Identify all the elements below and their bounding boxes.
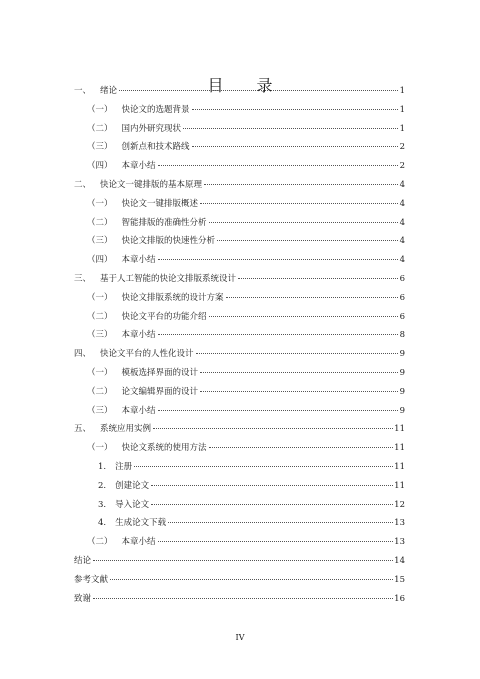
toc-entry[interactable] xyxy=(74,120,405,139)
toc-entry-text: 致谢 xyxy=(74,593,92,604)
toc-entry-label xyxy=(87,232,215,251)
toc-entry-number: 2. xyxy=(98,480,107,491)
toc-entry-label xyxy=(98,477,149,496)
toc-entry-number: （三） xyxy=(87,236,113,247)
toc-entry-page: 6 xyxy=(399,273,405,284)
table-of-contents xyxy=(74,82,405,608)
dot-leader xyxy=(192,108,398,110)
toc-entry-number: （一） xyxy=(87,104,113,115)
toc-entry-text: 基于人工智能的快论文排版系统设计 xyxy=(100,273,237,284)
toc-entry[interactable] xyxy=(74,458,405,477)
dot-leader xyxy=(93,559,393,561)
toc-entry-page: 16 xyxy=(394,593,405,604)
toc-entry-page: 9 xyxy=(399,367,405,378)
toc-entry-text: 本章小结 xyxy=(121,537,156,548)
toc-entry-label xyxy=(74,176,202,195)
page-title: 目 录 xyxy=(207,75,287,95)
toc-entry-number: （二） xyxy=(87,311,113,322)
dot-leader xyxy=(204,183,398,185)
toc-entry-number: 五、 xyxy=(74,424,92,435)
toc-entry-number: （四） xyxy=(87,255,113,266)
dot-leader xyxy=(110,578,393,580)
toc-entry-text: 本章小结 xyxy=(121,161,156,172)
toc-entry[interactable] xyxy=(74,82,405,101)
toc-entry-page: 1 xyxy=(399,123,405,134)
toc-entry-number: 4. xyxy=(98,518,107,529)
toc-entry[interactable] xyxy=(74,571,405,590)
toc-entry-number: 四、 xyxy=(74,349,92,360)
toc-entry-page: 1 xyxy=(399,86,405,96)
toc-entry-label xyxy=(98,496,149,515)
toc-entry-label xyxy=(87,289,224,308)
dot-leader xyxy=(192,145,398,147)
toc-entry-page: 15 xyxy=(394,574,405,585)
toc-entry-text: 注册 xyxy=(115,461,133,472)
toc-entry-number: （二） xyxy=(87,217,113,228)
toc-entry-number: （三） xyxy=(87,330,113,341)
dot-leader xyxy=(158,164,398,166)
toc-entry-number: （一） xyxy=(87,367,113,378)
toc-entry[interactable] xyxy=(74,138,405,157)
dot-leader xyxy=(134,465,393,467)
toc-entry[interactable] xyxy=(74,383,405,402)
toc-entry[interactable] xyxy=(74,477,405,496)
toc-entry[interactable] xyxy=(74,514,405,533)
toc-entry-label xyxy=(87,533,156,552)
toc-entry-text: 导入论文 xyxy=(115,499,150,510)
toc-entry-page: 11 xyxy=(394,443,405,454)
toc-entry-label xyxy=(98,514,166,533)
toc-entry-number: 三、 xyxy=(74,273,92,284)
toc-entry-number: （一） xyxy=(87,292,113,303)
toc-entry-number: 1. xyxy=(98,461,107,472)
dot-leader xyxy=(158,258,398,260)
toc-entry-text: 快论文的选题背景 xyxy=(121,104,190,115)
dot-leader xyxy=(200,371,398,373)
dot-leader xyxy=(158,333,398,335)
toc-entry-number: 二、 xyxy=(74,179,92,190)
toc-entry-number: （四） xyxy=(87,161,113,172)
toc-entry-page: 14 xyxy=(394,555,405,566)
toc-entry-page: 9 xyxy=(399,405,405,416)
toc-entry-number: （二） xyxy=(87,537,113,548)
toc-entry-label xyxy=(87,402,156,421)
dot-leader xyxy=(151,503,393,505)
toc-entry-number: （二） xyxy=(87,386,113,397)
toc-entry[interactable] xyxy=(74,270,405,289)
toc-entry-label xyxy=(74,82,117,101)
toc-entry-label xyxy=(87,101,190,120)
toc-entry-label xyxy=(87,195,198,214)
toc-entry-text: 绪论 xyxy=(100,86,118,96)
dot-leader xyxy=(151,484,393,486)
dot-leader xyxy=(168,521,393,523)
toc-entry-text: 本章小结 xyxy=(121,405,156,416)
toc-entry[interactable] xyxy=(74,251,405,270)
toc-entry[interactable] xyxy=(74,533,405,552)
toc-entry-text: 快论文排版系统的设计方案 xyxy=(121,292,224,303)
toc-entry-page: 4 xyxy=(399,179,405,190)
toc-entry-page: 8 xyxy=(399,330,405,341)
toc-entry-text: 快论文平台的人性化设计 xyxy=(100,349,194,360)
dot-leader xyxy=(209,446,394,448)
toc-entry-page: 2 xyxy=(399,161,405,172)
toc-entry-label xyxy=(87,138,190,157)
toc-entry-page: 6 xyxy=(399,311,405,322)
toc-entry[interactable] xyxy=(74,308,405,327)
dot-leader xyxy=(226,296,398,298)
toc-entry-label xyxy=(87,120,181,139)
toc-entry-page: 6 xyxy=(399,292,405,303)
dot-leader xyxy=(200,202,398,204)
toc-entry[interactable] xyxy=(74,439,405,458)
toc-entry[interactable] xyxy=(74,402,405,421)
toc-entry[interactable] xyxy=(74,364,405,383)
toc-entry-page: 13 xyxy=(394,518,405,529)
toc-entry-label xyxy=(87,251,156,270)
toc-entry-number: 一、 xyxy=(74,86,92,96)
toc-entry[interactable] xyxy=(74,195,405,214)
toc-entry-label xyxy=(87,364,198,383)
toc-entry[interactable] xyxy=(74,326,405,345)
dot-leader xyxy=(238,277,398,279)
toc-entry-page: 11 xyxy=(394,424,405,435)
toc-entry-number: （一） xyxy=(87,443,113,454)
toc-entry-label xyxy=(87,214,207,233)
toc-entry-label xyxy=(87,308,207,327)
toc-entry-text: 智能排版的准确性分析 xyxy=(121,217,207,228)
toc-entry-text: 本章小结 xyxy=(121,330,156,341)
toc-entry-number: （三） xyxy=(87,405,113,416)
toc-entry-text: 创新点和技术路线 xyxy=(121,142,190,153)
toc-entry[interactable] xyxy=(74,176,405,195)
toc-entry-page: 2 xyxy=(399,142,405,153)
toc-entry[interactable] xyxy=(74,496,405,515)
toc-entry-label xyxy=(74,552,91,571)
toc-entry-text: 快论文一键排版的基本原理 xyxy=(100,179,203,190)
toc-entry-text: 快论文一键排版概述 xyxy=(121,198,199,209)
toc-entry-page: 11 xyxy=(394,461,405,472)
toc-entry-number: 3. xyxy=(98,499,107,510)
toc-entry-page: 9 xyxy=(399,349,405,360)
toc-entry-text: 创建论文 xyxy=(115,480,150,491)
toc-entry-text: 论文编辑界面的设计 xyxy=(121,386,199,397)
toc-entry-label xyxy=(87,439,207,458)
dot-leader xyxy=(183,127,398,129)
toc-entry-text: 参考文献 xyxy=(74,574,109,585)
toc-entry-text: 本章小结 xyxy=(121,255,156,266)
toc-entry-label xyxy=(74,345,194,364)
toc-entry-text: 国内外研究现状 xyxy=(121,123,182,134)
toc-entry[interactable] xyxy=(74,232,405,251)
toc-entry-text: 系统应用实例 xyxy=(100,424,152,435)
toc-entry-page: 9 xyxy=(399,386,405,397)
toc-entry-text: 生成论文下载 xyxy=(115,518,167,529)
dot-leader xyxy=(200,390,398,392)
toc-entry[interactable] xyxy=(74,345,405,364)
toc-entry-page: 4 xyxy=(399,217,405,228)
toc-entry[interactable] xyxy=(74,420,405,439)
dot-leader xyxy=(217,239,398,241)
toc-entry-text: 模板选择界面的设计 xyxy=(121,367,199,378)
dot-leader xyxy=(209,315,398,317)
toc-entry-label xyxy=(87,326,156,345)
toc-entry-label xyxy=(87,157,156,176)
toc-entry-number: （三） xyxy=(87,142,113,153)
toc-entry-page: 4 xyxy=(399,236,405,247)
toc-entry[interactable] xyxy=(74,101,405,120)
toc-entry-label xyxy=(98,458,132,477)
toc-entry-text: 快论文排版的快速性分析 xyxy=(121,236,216,247)
dot-leader xyxy=(119,89,398,91)
toc-entry-label xyxy=(74,590,91,609)
toc-entry-label xyxy=(74,571,108,590)
toc-entry-page: 1 xyxy=(399,104,405,115)
toc-entry-page: 11 xyxy=(394,480,405,491)
dot-leader xyxy=(158,409,398,411)
toc-entry-number: （二） xyxy=(87,123,113,134)
toc-entry[interactable] xyxy=(74,552,405,571)
toc-entry-label xyxy=(74,270,236,289)
dot-leader xyxy=(209,221,398,223)
toc-entry-text: 快论文系统的使用方法 xyxy=(121,443,207,454)
toc-entry-page: 12 xyxy=(394,499,405,510)
dot-leader xyxy=(196,352,398,354)
toc-entry-text: 快论文平台的功能介绍 xyxy=(121,311,207,322)
toc-entry-text: 结论 xyxy=(74,555,92,566)
toc-entry[interactable] xyxy=(74,157,405,176)
toc-entry-page: 4 xyxy=(399,255,405,266)
toc-entry-page: 4 xyxy=(399,198,405,209)
footer-page-number: IV xyxy=(235,633,245,642)
toc-entry[interactable] xyxy=(74,289,405,308)
dot-leader xyxy=(158,540,394,542)
toc-entry-page: 13 xyxy=(394,537,405,548)
dot-leader xyxy=(93,597,393,599)
toc-entry-number: （一） xyxy=(87,198,113,209)
toc-entry[interactable] xyxy=(74,214,405,233)
dot-leader xyxy=(153,427,393,429)
toc-entry-label xyxy=(87,383,198,402)
toc-entry[interactable] xyxy=(74,590,405,609)
toc-entry-label xyxy=(74,420,151,439)
